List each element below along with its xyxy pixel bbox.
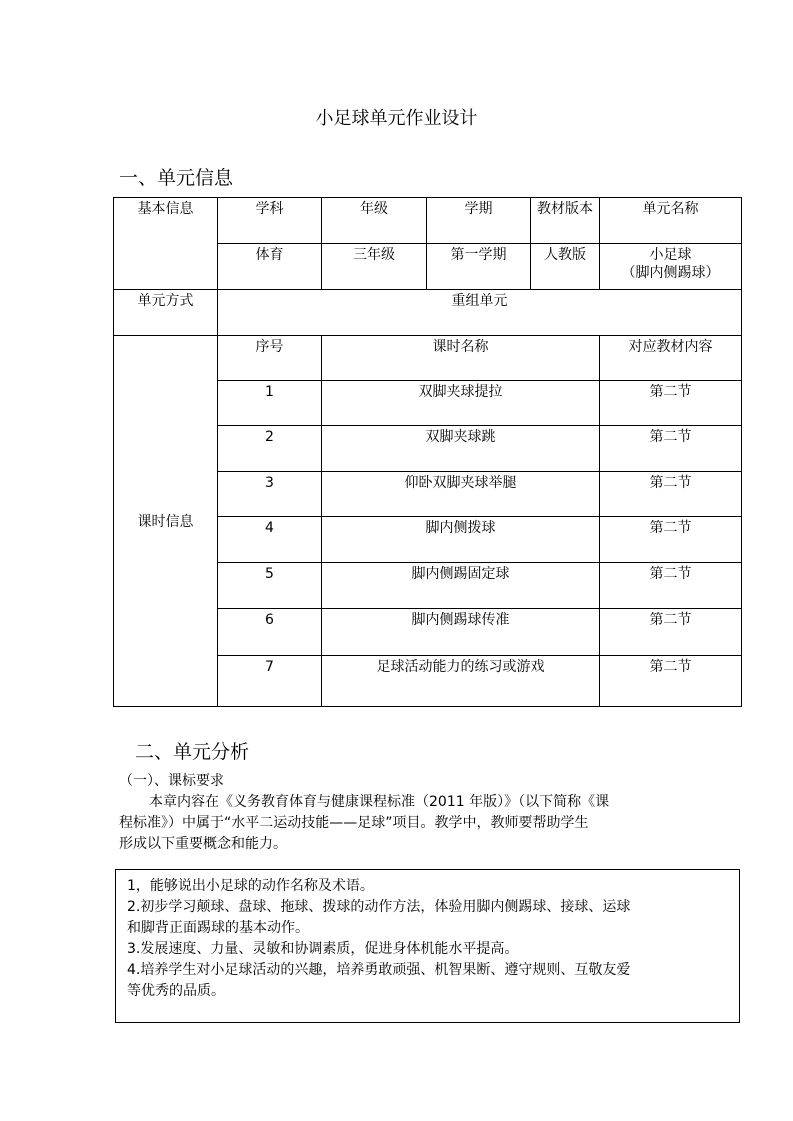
- lesson-no: 6: [218, 609, 322, 656]
- unit-name-line1: 小足球: [649, 247, 692, 263]
- unit-info-table: [113, 197, 742, 707]
- lesson-info-label: 课时信息: [114, 336, 218, 707]
- value-unit-name: [600, 244, 742, 290]
- value-textbook-edition: 人教版: [531, 244, 600, 290]
- lesson-name: 双脚夹球提拉: [322, 381, 600, 426]
- lesson-header-name: 课时名称: [322, 336, 600, 381]
- lesson-no: 4: [218, 517, 322, 563]
- lesson-name: 足球活动能力的练习或游戏: [322, 656, 600, 707]
- lesson-no: 7: [218, 656, 322, 707]
- section-heading-unit-info: 一、单元信息: [119, 167, 234, 189]
- requirements-box: [115, 869, 740, 1023]
- sub-heading-curriculum-requirements: （一）、课标要求: [119, 773, 224, 789]
- lesson-name: 脚内侧踢固定球: [322, 563, 600, 609]
- lesson-header-content: 对应教材内容: [600, 336, 742, 381]
- lesson-content: 第二节: [600, 472, 742, 517]
- lesson-content: 第二节: [600, 381, 742, 426]
- lesson-content: 第二节: [600, 517, 742, 563]
- lesson-content: 第二节: [600, 426, 742, 472]
- value-subject: 体育: [218, 244, 322, 290]
- paragraph-line: 形成以下重要概念和能力。: [119, 836, 287, 852]
- header-unit-name: 单元名称: [600, 198, 742, 244]
- requirement-line: 和脚背正面踢球的基本动作。: [127, 920, 309, 936]
- lesson-content: 第二节: [600, 563, 742, 609]
- paragraph-line: 程标准》）中属于“水平二运动技能——足球”项目。教学中，教师要帮助学生: [119, 815, 589, 831]
- requirement-line: 4.培养学生对小足球活动的兴趣，培养勇敢顽强、机智果断、遵守规则、互敬友爱: [127, 962, 631, 978]
- header-grade: 年级: [322, 198, 427, 244]
- document-title: 小足球单元作业设计: [315, 108, 478, 129]
- lesson-name: 脚内侧拨球: [322, 517, 600, 563]
- requirement-line: 等优秀的品质。: [127, 983, 225, 999]
- lesson-no: 3: [218, 472, 322, 517]
- lesson-no: 2: [218, 426, 322, 472]
- lesson-content: 第二节: [600, 609, 742, 656]
- paragraph-line: 本章内容在《义务教育体育与健康课程标准（2011 年版）》（以下简称《课: [149, 794, 610, 810]
- lesson-name: 仰卧双脚夹球举腿: [322, 472, 600, 517]
- value-semester: 第一学期: [427, 244, 531, 290]
- lesson-name: 脚内侧踢球传准: [322, 609, 600, 656]
- lesson-no: 5: [218, 563, 322, 609]
- value-grade: 三年级: [322, 244, 427, 290]
- requirement-line: 1，能够说出小足球的动作名称及术语。: [127, 878, 374, 894]
- requirement-line: 2.初步学习颠球、盘球、拖球、拨球的动作方法，体验用脚内侧踢球、接球、运球: [127, 899, 631, 915]
- header-semester: 学期: [427, 198, 531, 244]
- header-subject: 学科: [218, 198, 322, 244]
- lesson-no: 1: [218, 381, 322, 426]
- unit-name-line2: （脚内侧踢球）: [621, 265, 720, 281]
- lesson-header-no: 序号: [218, 336, 322, 381]
- requirement-line: 3.发展速度、力量、灵敏和协调素质，促进身体机能水平提高。: [127, 941, 519, 957]
- header-textbook-edition: 教材版本: [531, 198, 600, 244]
- lesson-content: 第二节: [600, 656, 742, 707]
- basic-info-label: 基本信息: [114, 198, 218, 290]
- lesson-name: 双脚夹球跳: [322, 426, 600, 472]
- curriculum-paragraph: [119, 792, 694, 855]
- section-heading-unit-analysis: 二、单元分析: [135, 741, 250, 763]
- unit-mode-value: 重组单元: [218, 290, 742, 336]
- unit-mode-label: 单元方式: [114, 290, 218, 336]
